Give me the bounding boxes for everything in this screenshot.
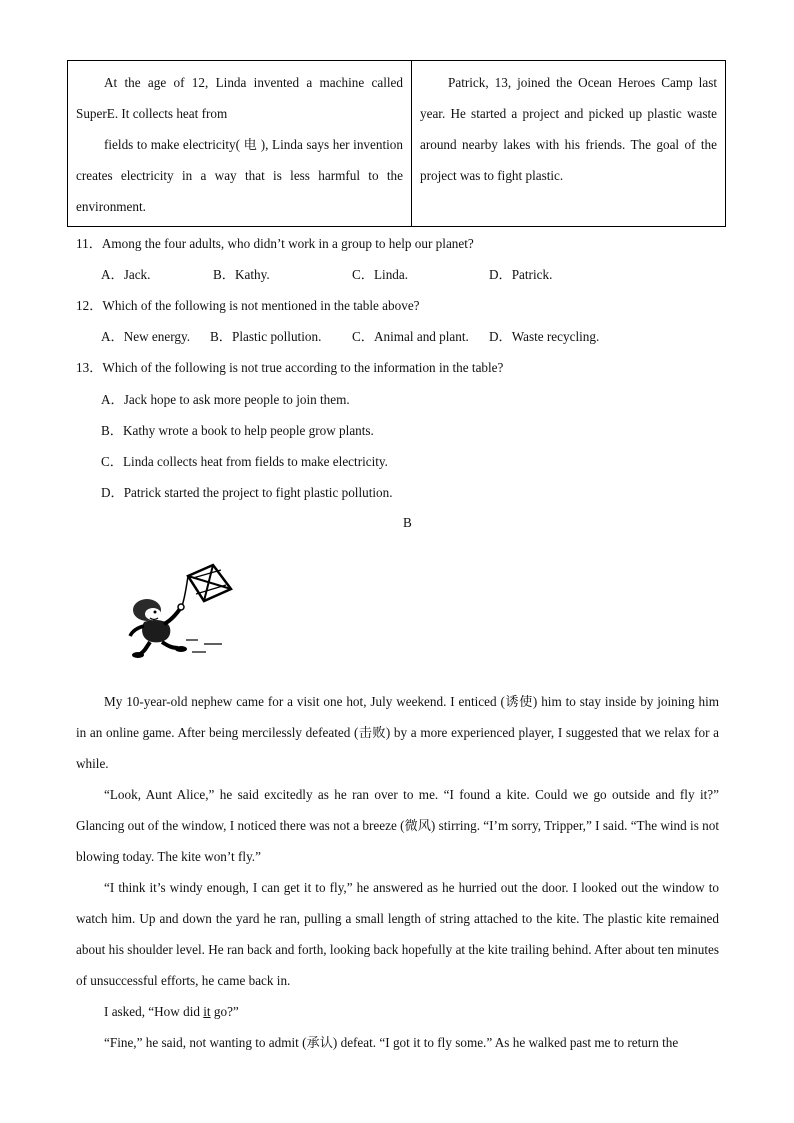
p4-pre: I asked, “How did (104, 1004, 204, 1019)
table-cell-linda (68, 61, 412, 226)
passage-paragraph-3: “I think it’s windy enough, I can get it to fly,” he answered as he hurried out the door. I looked out the window to watch him. Up and down the yard he ran, pulling a small length of string attached to the kite. The plastic kite remained about his shoulder level. He ran back and forth, looking back hopefully at the kite trailing behind. After about ten minutes of unsuccessful efforts, he came back in. (76, 880, 719, 988)
underlined-it: it (203, 1004, 211, 1019)
q11-option-c: C．Linda. (352, 267, 409, 282)
question-11: 11．Among the four adults, who didn’t work in a group to help our planet? (76, 236, 474, 251)
reading-passage (76, 686, 719, 1058)
q12-option-d: D．Waste recycling. (489, 329, 600, 344)
q12-option-c: C．Animal and plant. (352, 329, 469, 344)
linda-text-2: fields to make electricity( 电 ), Linda says her invention creates electricity in a way that is less harmful to the environment. (76, 137, 403, 214)
q11-option-d: D．Patrick. (489, 267, 553, 282)
q13-option-a: A．Jack hope to ask more people to join them. (101, 392, 350, 407)
q13-option-b: B．Kathy wrote a book to help people grow plants. (101, 423, 374, 438)
q13-option-c: C．Linda collects heat from fields to make electricity. (101, 454, 388, 469)
q12-option-a: A．New energy. (101, 329, 190, 344)
q12-option-b: B．Plastic pollution. (210, 329, 322, 344)
p4-post: go?” (210, 1004, 239, 1019)
question-13: 13．Which of the following is not true according to the information in the table? (76, 360, 504, 375)
patrick-text: Patrick, 13, joined the Ocean Heroes Camp last year. He started a project and picked up plastic waste around nearby lakes with his friends. The goal of the project was to fight plastic. (420, 75, 717, 183)
q11-option-a: A．Jack. (101, 267, 151, 282)
table-cell-patrick (412, 61, 725, 226)
linda-text-1: At the age of 12, Linda invented a machine called SuperE. It collects heat from (76, 75, 403, 121)
passage-paragraph-1: My 10-year-old nephew came for a visit one hot, July weekend. I enticed (诱使) him to stay inside by joining him in an online game. After being mercilessly defeated (击败) by a more experienced player, I suggested that we relax for a while. (76, 694, 719, 771)
q13-option-d: D．Patrick started the project to fight plastic pollution. (101, 485, 393, 500)
q11-option-b: B．Kathy. (213, 267, 270, 282)
passage-paragraph-2: “Look, Aunt Alice,” he said excitedly as he ran over to me. “I found a kite. Could we go outside and fly it?” Glancing out of the window, I noticed there was not a breeze (微风) stirring. “I’m sorry, Tripper,” I said. “The wind is not blowing today. The kite won’t fly.” (76, 787, 719, 864)
info-table (67, 60, 726, 227)
section-label: B (403, 515, 412, 530)
boy-with-kite-icon (126, 560, 238, 660)
passage-paragraph-5: “Fine,” he said, not wanting to admit (承认) defeat. “I got it to fly some.” As he walked past me to return the (104, 1035, 679, 1050)
passage-paragraph-4 (76, 996, 719, 1027)
question-12: 12．Which of the following is not mentioned in the table above? (76, 298, 420, 313)
